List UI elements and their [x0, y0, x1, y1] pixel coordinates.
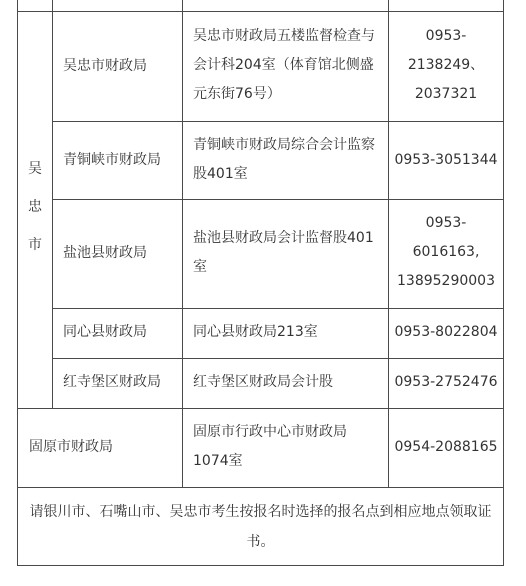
phone-line: 13895290003 — [397, 273, 495, 289]
phone-line: 0953-3051344 — [394, 152, 498, 168]
grid-line — [52, 308, 504, 309]
note-cell — [27, 497, 494, 557]
org-cell — [29, 433, 181, 462]
address-cell — [193, 22, 381, 109]
phone-line: 0953- — [425, 215, 467, 231]
address: 盐池县财政局会计监督股401室 — [193, 230, 374, 275]
org-cell — [63, 52, 181, 81]
phone-cell — [389, 368, 503, 397]
address: 同心县财政局213室 — [193, 324, 318, 340]
grid-line — [17, 0, 18, 566]
address-cell — [193, 368, 381, 397]
phone-line: 6016163, — [412, 244, 480, 260]
phone-line: 0953- — [425, 28, 467, 44]
city-cell — [18, 150, 52, 264]
grid-line — [52, 199, 504, 200]
grid-line — [52, 0, 53, 408]
phone-line: 0953-2752476 — [394, 374, 498, 390]
phone-cell — [389, 318, 503, 347]
city-name: 吴忠市 — [28, 161, 42, 253]
address: 红寺堡区财政局会计股 — [193, 374, 333, 390]
address-cell — [193, 418, 381, 476]
grid-line — [182, 0, 183, 487]
address-cell — [193, 131, 381, 189]
grid-line — [17, 11, 504, 12]
phone-line: 2037321 — [414, 86, 478, 102]
org-name: 青铜峡市财政局 — [63, 152, 161, 168]
address: 吴忠市财政局五楼监督检查与会计科204室（体育馆北侧盛元东街76号） — [193, 28, 375, 102]
org-name: 吴忠市财政局 — [63, 58, 147, 74]
address-cell — [193, 224, 381, 282]
phone-cell — [389, 209, 503, 296]
phone-line: 2138249、 — [407, 57, 485, 73]
org-cell — [63, 239, 181, 268]
note-text: 请银川市、石嘴山市、吴忠市考生按报名时选择的报名点到相应地点领取证书。 — [29, 504, 492, 550]
grid-line — [17, 408, 504, 409]
org-name: 同心县财政局 — [63, 324, 147, 340]
grid-line — [17, 487, 504, 488]
org-cell — [63, 318, 181, 347]
org-cell — [63, 146, 181, 175]
grid-line — [52, 358, 504, 359]
phone-line: 0953-8022804 — [394, 324, 498, 340]
phone-line: 0954-2088165 — [394, 439, 498, 455]
address-cell — [193, 318, 381, 347]
org-cell — [63, 368, 181, 397]
org-name: 红寺堡区财政局 — [63, 374, 161, 390]
grid-line — [17, 565, 504, 566]
phone-cell — [389, 146, 503, 175]
phone-cell — [389, 433, 503, 462]
address: 固原市行政中心市财政局1074室 — [193, 424, 347, 469]
collection-point-table — [17, 0, 504, 566]
address: 青铜峡市财政局综合会计监察股401室 — [193, 137, 375, 182]
org-name: 盐池县财政局 — [63, 245, 147, 261]
grid-line — [52, 121, 504, 122]
org-name: 固原市财政局 — [29, 439, 113, 455]
phone-cell — [389, 22, 503, 109]
grid-line — [503, 0, 504, 566]
